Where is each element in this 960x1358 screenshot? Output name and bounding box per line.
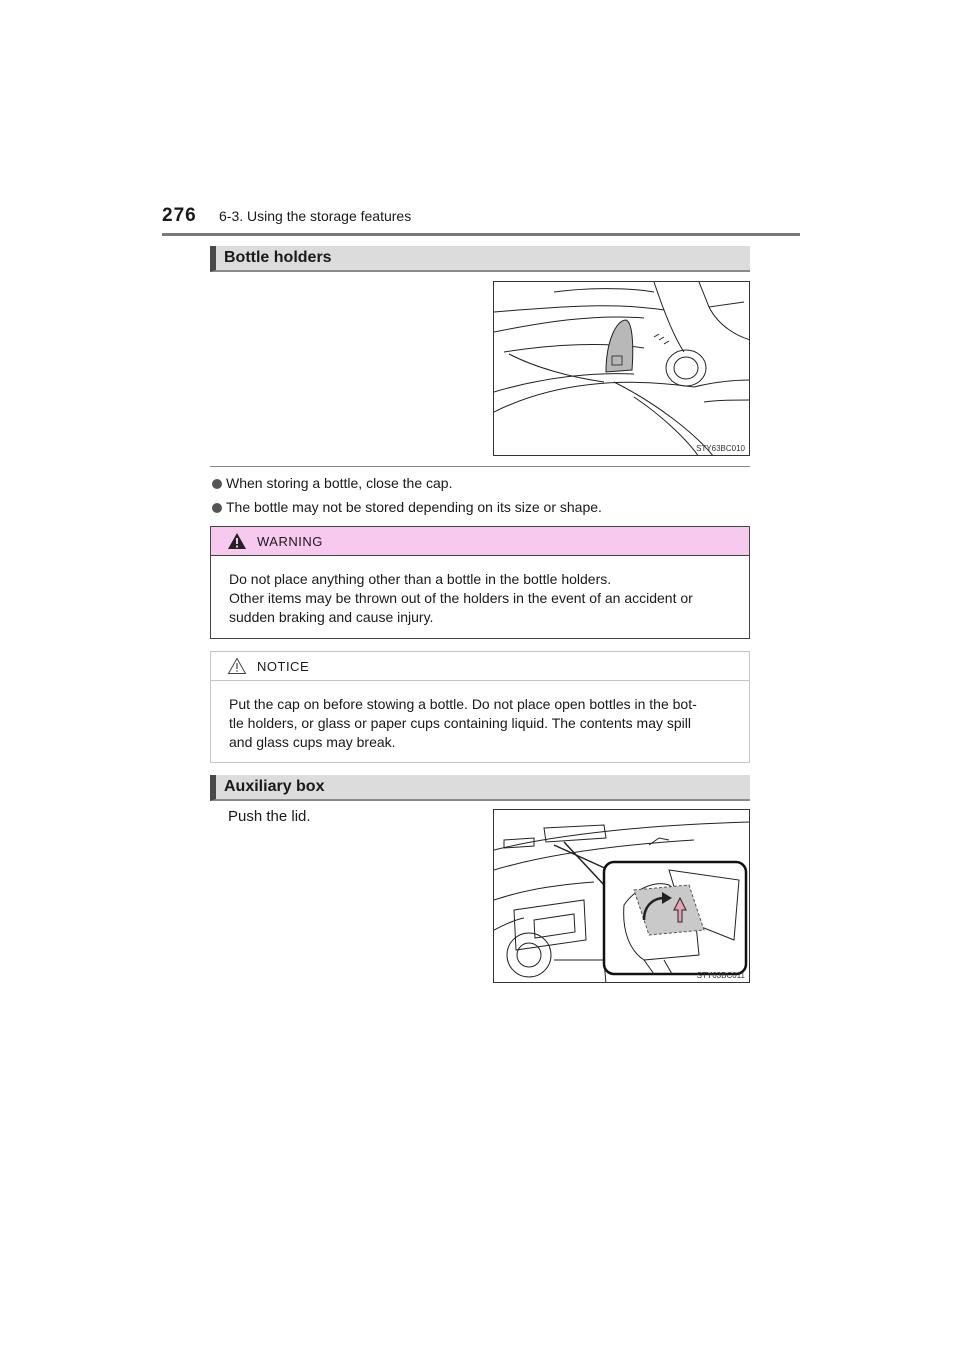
bottle-holders-heading-text: Bottle holders xyxy=(224,249,332,266)
bullet-text: The bottle may not be stored depending on its size or shape. xyxy=(226,499,602,515)
warning-triangle-icon xyxy=(227,532,247,550)
bullet-dot-icon xyxy=(212,479,222,489)
page-header xyxy=(162,205,800,235)
bullet-item xyxy=(212,475,452,491)
bottle-holder-drawing xyxy=(494,282,750,456)
notice-line: Put the cap on before stowing a bottle. Do not place open bottles in the bot- xyxy=(229,696,697,712)
caution-triangle-icon xyxy=(227,657,247,675)
auxiliary-box-heading-text: Auxiliary box xyxy=(224,778,325,795)
bullet-dot-icon xyxy=(212,503,222,513)
header-divider xyxy=(162,233,800,236)
bottle-holders-heading xyxy=(210,246,750,272)
auxiliary-box-heading xyxy=(210,775,750,801)
warning-header xyxy=(211,527,749,556)
notice-header xyxy=(211,652,749,681)
illustration-code: STY63BC011 xyxy=(696,971,745,980)
warning-line: Other items may be thrown out of the holders in the event of an accident or xyxy=(229,590,693,606)
warning-body xyxy=(211,556,749,627)
warning-line: Do not place anything other than a bottle in the bottle holders. xyxy=(229,571,612,587)
notice-title: NOTICE xyxy=(257,659,310,674)
bullet-item xyxy=(212,499,602,515)
warning-box xyxy=(210,526,750,639)
warning-title: WARNING xyxy=(257,534,323,549)
notice-line: tle holders, or glass or paper cups containing liquid. The contents may spill xyxy=(229,715,691,731)
auxiliary-box-drawing xyxy=(494,810,750,983)
illustration-code: STY63BC010 xyxy=(696,444,745,453)
notice-line: and glass cups may break. xyxy=(229,734,396,750)
bottle-holder-illustration xyxy=(493,281,750,456)
section-divider xyxy=(210,466,750,467)
instruction-text: Push the lid. xyxy=(228,808,311,825)
notice-body xyxy=(211,681,749,752)
section-breadcrumb: 6-3. Using the storage features xyxy=(219,208,412,224)
warning-line: sudden braking and cause injury. xyxy=(229,609,434,625)
bullet-text: When storing a bottle, close the cap. xyxy=(226,475,453,491)
page-number: 276 xyxy=(162,205,197,226)
notice-box xyxy=(210,651,750,763)
auxiliary-box-illustration xyxy=(493,809,750,983)
